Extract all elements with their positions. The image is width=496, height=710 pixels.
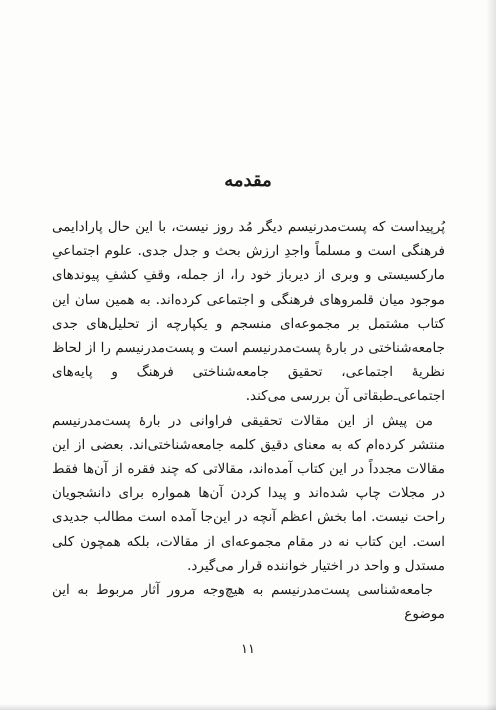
- paragraph-3: جامعه‌شناسی پست‌مدرنیسم به هیچ‌وجه مرور آثار مربوط به این موضوع: [52, 582, 445, 623]
- paragraph-2: من پیش از این مقالات تحقیقی فراوانی در بارهٔ پست‌مدرنیسم منتشر کرده‌ام که به معنای دقیق کلمه جامعه‌شناختی‌اند. بعضی از این مقالات مجدداً در این کتاب آمده‌اند، مقالاتی که چند فقره از آن‌ها فقط در مجلات چاپ شده‌اند و پیدا کردن آن‌ها همواره برای دانشجویان راحت نیست. اما بخش اعظم آنچه در این‌جا آمده است مطالب جدیدی است. این کتاب نه در مقام مجموعه‌ای از مقالات، بلکه همچون کلی مستدل و واحد در اختیار خواننده قرار می‌گیرد.: [52, 412, 445, 574]
- page-number: ۱۱: [241, 642, 255, 657]
- page-bottom-edge: [0, 704, 496, 710]
- page-edge-shadow: [486, 0, 496, 710]
- chapter-title: مقدمه: [224, 170, 272, 191]
- paragraph-1: پُرپیداست که پست‌مدرنیسم دیگر مُد روز نیست، با این حال پارادایمی فرهنگی است و مسلماً واجدِ ارزش بحث و جدل جدی. علوم اجتماعیِ مارکسیستی و وبری از دیرباز خود را، از جمله، وقفِ کشفِ پیوندهای موجود میان قلمروهای فرهنگی و اجتماعی کرده‌اند. به همین سان این کتاب مشتمل بر مجموعه‌ای منسجم و یکپارچه از تحلیل‌های جدی جامعه‌شناختی در بارهٔ پست‌مدرنیسم است و پست‌مدرنیسم را از لحاظ نظریهٔ اجتماعی، تحقیق جامعه‌شناختی فرهنگ و پایه‌های اجتماعی‌ـ‌طبقاتی آن بررسی می‌کند.: [52, 219, 445, 405]
- body-text: [52, 215, 445, 626]
